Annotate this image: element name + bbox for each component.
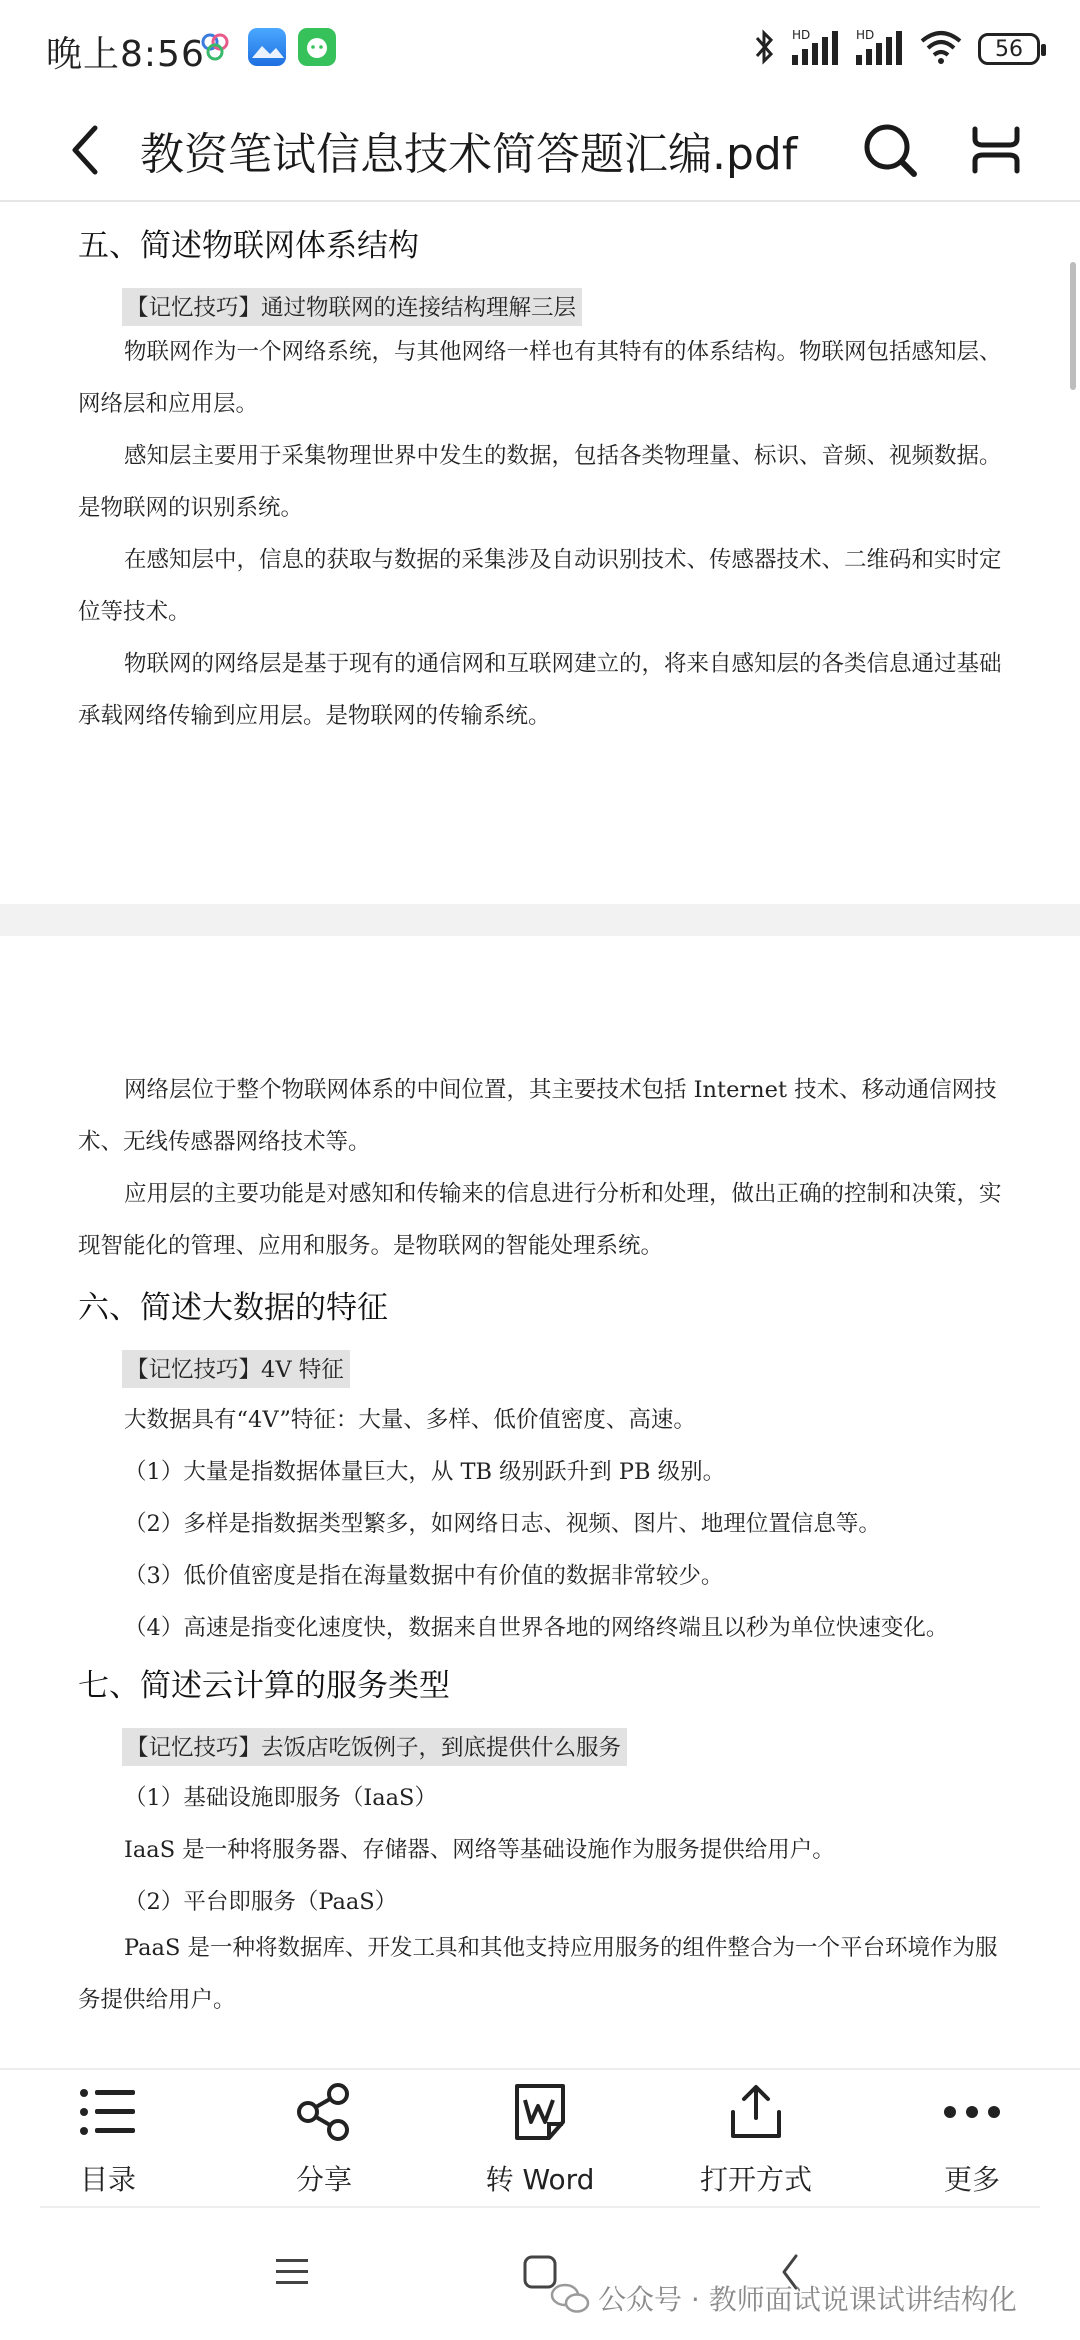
paragraph: PaaS 是一种将数据库、开发工具和其他支持应用服务的组件整合为一个平台环境作为服务提供给用户。	[78, 1935, 998, 2013]
toolbar-share[interactable]	[244, 2080, 404, 2200]
watermark-text: 公众号 · 教师面试说课试讲结构化	[598, 2283, 1017, 2316]
text-line: IaaS 是一种将服务器、存储器、网络等基础设施作为服务提供给用户。	[124, 1837, 835, 1863]
section-heading: 五、简述物联网体系结构	[78, 228, 419, 264]
text-line: （2）多样是指数据类型繁多，如网络日志、视频、图片、地理位置信息等。	[124, 1511, 881, 1537]
fold-button[interactable]	[958, 112, 1034, 188]
wechat-style-app-icon	[298, 28, 336, 66]
memory-tip: 【记忆技巧】4V 特征	[122, 1350, 350, 1388]
document-viewer[interactable]	[0, 202, 1080, 2062]
section-heading: 六、简述大数据的特征	[78, 1290, 388, 1326]
cloud-app-icon	[198, 28, 234, 66]
search-icon	[861, 121, 919, 179]
paragraph: 网络层位于整个物联网体系的中间位置，其主要技术包括 Internet 技术、移动通信网技术、无线传感器网络技术等。	[78, 1077, 997, 1155]
battery-indicator: 56	[978, 33, 1040, 65]
section-heading: 七、简述云计算的服务类型	[78, 1668, 450, 1704]
signal-icon-1	[790, 27, 840, 71]
word-icon	[508, 2080, 572, 2144]
text-line: （1）大量是指数据体量巨大，从 TB 级别跃升到 PB 级别。	[124, 1459, 726, 1485]
toolbar-contents[interactable]	[28, 2080, 188, 2200]
menu-icon	[274, 2257, 310, 2287]
status-time: 晚上8:56	[46, 34, 205, 75]
text-line: （2）平台即服务（PaaS）	[124, 1889, 398, 1915]
nav-menu-button[interactable]	[252, 2232, 332, 2312]
paragraph: 应用层的主要功能是对感知和传输来的信息进行分析和处理，做出正确的控制和决策，实现智能化的管理、应用和服务。是物联网的智能处理系统。	[78, 1181, 1002, 1259]
paragraph: 在感知层中，信息的获取与数据的采集涉及自动识别技术、传感器技术、二维码和实时定位等技术。	[78, 547, 1002, 625]
list-icon	[76, 2080, 140, 2144]
signal-label-2: HD	[856, 28, 875, 42]
memory-tip: 【记忆技巧】通过物联网的连接结构理解三层	[122, 288, 582, 326]
paragraph: 物联网作为一个网络系统，与其他网络一样也有其特有的体系结构。物联网包括感知层、网络层和应用层。	[78, 339, 1002, 417]
paragraph: 物联网的网络层是基于现有的通信网和互联网建立的，将来自感知层的各类信息通过基础承载网络传输到应用层。是物联网的传输系统。	[78, 651, 1002, 729]
document-title: 教资笔试信息技术简答题汇编.pdf	[140, 129, 798, 180]
text-line: （1）基础设施即服务（IaaS）	[124, 1785, 437, 1811]
toolbar-label: 更多	[943, 2163, 1000, 2196]
pdf-page	[0, 936, 1080, 2062]
status-bar	[0, 0, 1080, 100]
status-indicators	[752, 24, 1040, 74]
system-nav-bar	[0, 2208, 1080, 2340]
toolbar-to-word[interactable]	[460, 2080, 620, 2200]
share-icon	[292, 2080, 356, 2144]
signal-icon-2	[854, 27, 904, 71]
more-icon	[940, 2080, 1004, 2144]
toolbar-label: 打开方式	[699, 2163, 812, 2196]
gallery-app-icon	[248, 28, 286, 66]
toolbar-label: 目录	[79, 2163, 136, 2196]
fold-view-icon	[969, 125, 1023, 175]
toolbar-open-with[interactable]	[676, 2080, 836, 2200]
bluetooth-icon	[752, 27, 776, 71]
scrollbar-thumb[interactable]	[1070, 262, 1076, 390]
open-with-icon	[724, 2080, 788, 2144]
search-button[interactable]	[852, 112, 928, 188]
memory-tip: 【记忆技巧】去饭店吃饭例子，到底提供什么服务	[122, 1728, 627, 1766]
bottom-toolbar	[0, 2068, 1080, 2208]
toolbar-label: 分享	[295, 2163, 352, 2196]
text-line: （4）高速是指变化速度快，数据来自世界各地的网络终端且以秒为单位快速变化。	[124, 1615, 949, 1641]
signal-label-1: HD	[792, 28, 811, 42]
wechat-icon	[550, 2282, 590, 2314]
toolbar-more[interactable]	[892, 2080, 1052, 2200]
paragraph: 感知层主要用于采集物理世界中发生的数据，包括各类物理量、标识、音频、视频数据。是物联网的识别系统。	[78, 443, 1002, 521]
app-bar	[0, 100, 1080, 202]
toolbar-label: 转 Word	[485, 2163, 595, 2196]
wifi-icon	[918, 27, 964, 71]
back-button[interactable]	[50, 112, 120, 188]
text-line: （3）低价值密度是指在海量数据中有价值的数据非常较少。	[124, 1563, 724, 1589]
pdf-page	[0, 202, 1080, 904]
page-separator	[0, 904, 1080, 936]
text-line: 大数据具有“4V”特征：大量、多样、低价值密度、高速。	[124, 1407, 696, 1433]
watermark	[550, 2278, 1017, 2318]
back-arrow-icon	[65, 122, 105, 178]
